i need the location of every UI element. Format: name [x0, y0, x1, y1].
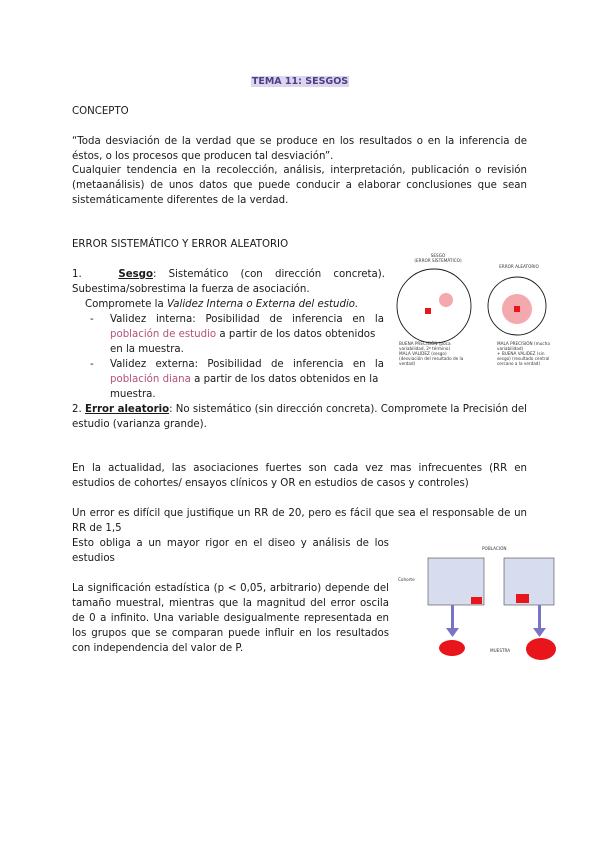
- sesgo-caption: BUENA PRECISIÓN (poca variabilidad, 2º término) MALA VALIDEZ (sesgo) (desviación del resultado de la verdad): [399, 341, 464, 366]
- muestra-label: MUESTRA: [490, 648, 511, 653]
- concepto-heading: CONCEPTO: [72, 106, 129, 117]
- paragraph-rigor: Esto obliga a un mayor rigor en el diseo y análisis de los estudios: [72, 538, 389, 564]
- arrow-right-shaft: [538, 605, 541, 629]
- arrow-right-head: [533, 628, 546, 637]
- cohorte-label: Cohorte: [398, 577, 415, 582]
- concepto-definition-1: “Toda desviación de la verdad que se produce en los resultados o en la inferencia de éstos, o los procesos que producen tal desviación”.: [72, 136, 527, 162]
- arrow-left-shaft: [451, 605, 454, 629]
- item-error-aleatorio: 2. Error aleatorio: No sistemático (sin dirección concreta). Compromete la Precisión del estudio (varianza grande).: [72, 404, 527, 430]
- sesgo-label: SESGO (ERROR SISTEMÁTICO): [414, 253, 462, 263]
- arrow-left-head: [446, 628, 459, 637]
- sesgo-vs-aleatorio-figure: [393, 250, 553, 380]
- paragraph-asociaciones: En la actualidad, las asociaciones fuertes son cada vez mas infrecuentes (RR en estudios de cohortes/ ensayos clínicos y OR en estudios de casos y controles): [72, 463, 527, 489]
- paragraph-significacion: La significación estadística (p < 0,05, arbitrario) depende del tamaño muestral, mientras que la magnitud del error oscila de 0 a infinito. Una variable desigualmente representada en los grupos que se comparan puede influir en los resultados con independencia del valor de P.: [72, 583, 389, 654]
- validez-externa-item: - Validez externa: Posibilidad de inferencia en la población diana a partir de los datos obtenidos en la muestra.: [90, 359, 384, 400]
- sesgo-term: Sesgo: [118, 269, 153, 280]
- poblacion-label: POBLACIÓN: [482, 546, 507, 551]
- validez-interna-item: - Validez interna: Posibilidad de inferencia en la población de estudio a partir de los datos obtenidos en la muestra.: [90, 314, 384, 355]
- sesgo-target-circle: [397, 269, 471, 343]
- compromete-line: Compromete la Validez Interna o Externa del estudio.: [85, 299, 359, 310]
- sesgo-spread: [439, 293, 453, 307]
- sample-left: [439, 640, 465, 656]
- aleatorio-true-value: [514, 306, 520, 312]
- sample-right: [526, 638, 556, 660]
- poblacion-muestra-figure: [396, 542, 556, 667]
- aleatorio-caption: MALA PRECISIÓN (mucha variabilidad) + BUENA VALIDEZ (sin sesgo) (resultado central cercano a la verdad): [497, 341, 550, 366]
- aleatorio-label: ERROR ALEATORIO: [499, 264, 539, 269]
- error-heading: ERROR SISTEMÁTICO Y ERROR ALEATORIO: [72, 239, 289, 250]
- sesgo-true-value: [425, 308, 431, 314]
- concepto-definition-2: Cualquier tendencia en la recolección, análisis, interpretación, publicación o revisión (metaanálisis) de unos datos que puede conducir a elaborar conclusiones que sean sistemáticamente diferentes de la verdad.: [72, 165, 527, 206]
- population-sample-diagram: [396, 542, 556, 667]
- paragraph-rr: Un error es difícil que justifique un RR de 20, pero es fácil que sea el responsable de un RR de 1,5: [72, 508, 527, 534]
- item-sesgo: 1. Sesgo: Sistemático (con dirección concreta). Subestima/sobrestima la fuerza de asociación.: [72, 269, 386, 295]
- page-title: TEMA 11: SESGOS: [251, 76, 349, 87]
- population-marker-left: [471, 597, 482, 604]
- population-marker-right: [516, 594, 529, 603]
